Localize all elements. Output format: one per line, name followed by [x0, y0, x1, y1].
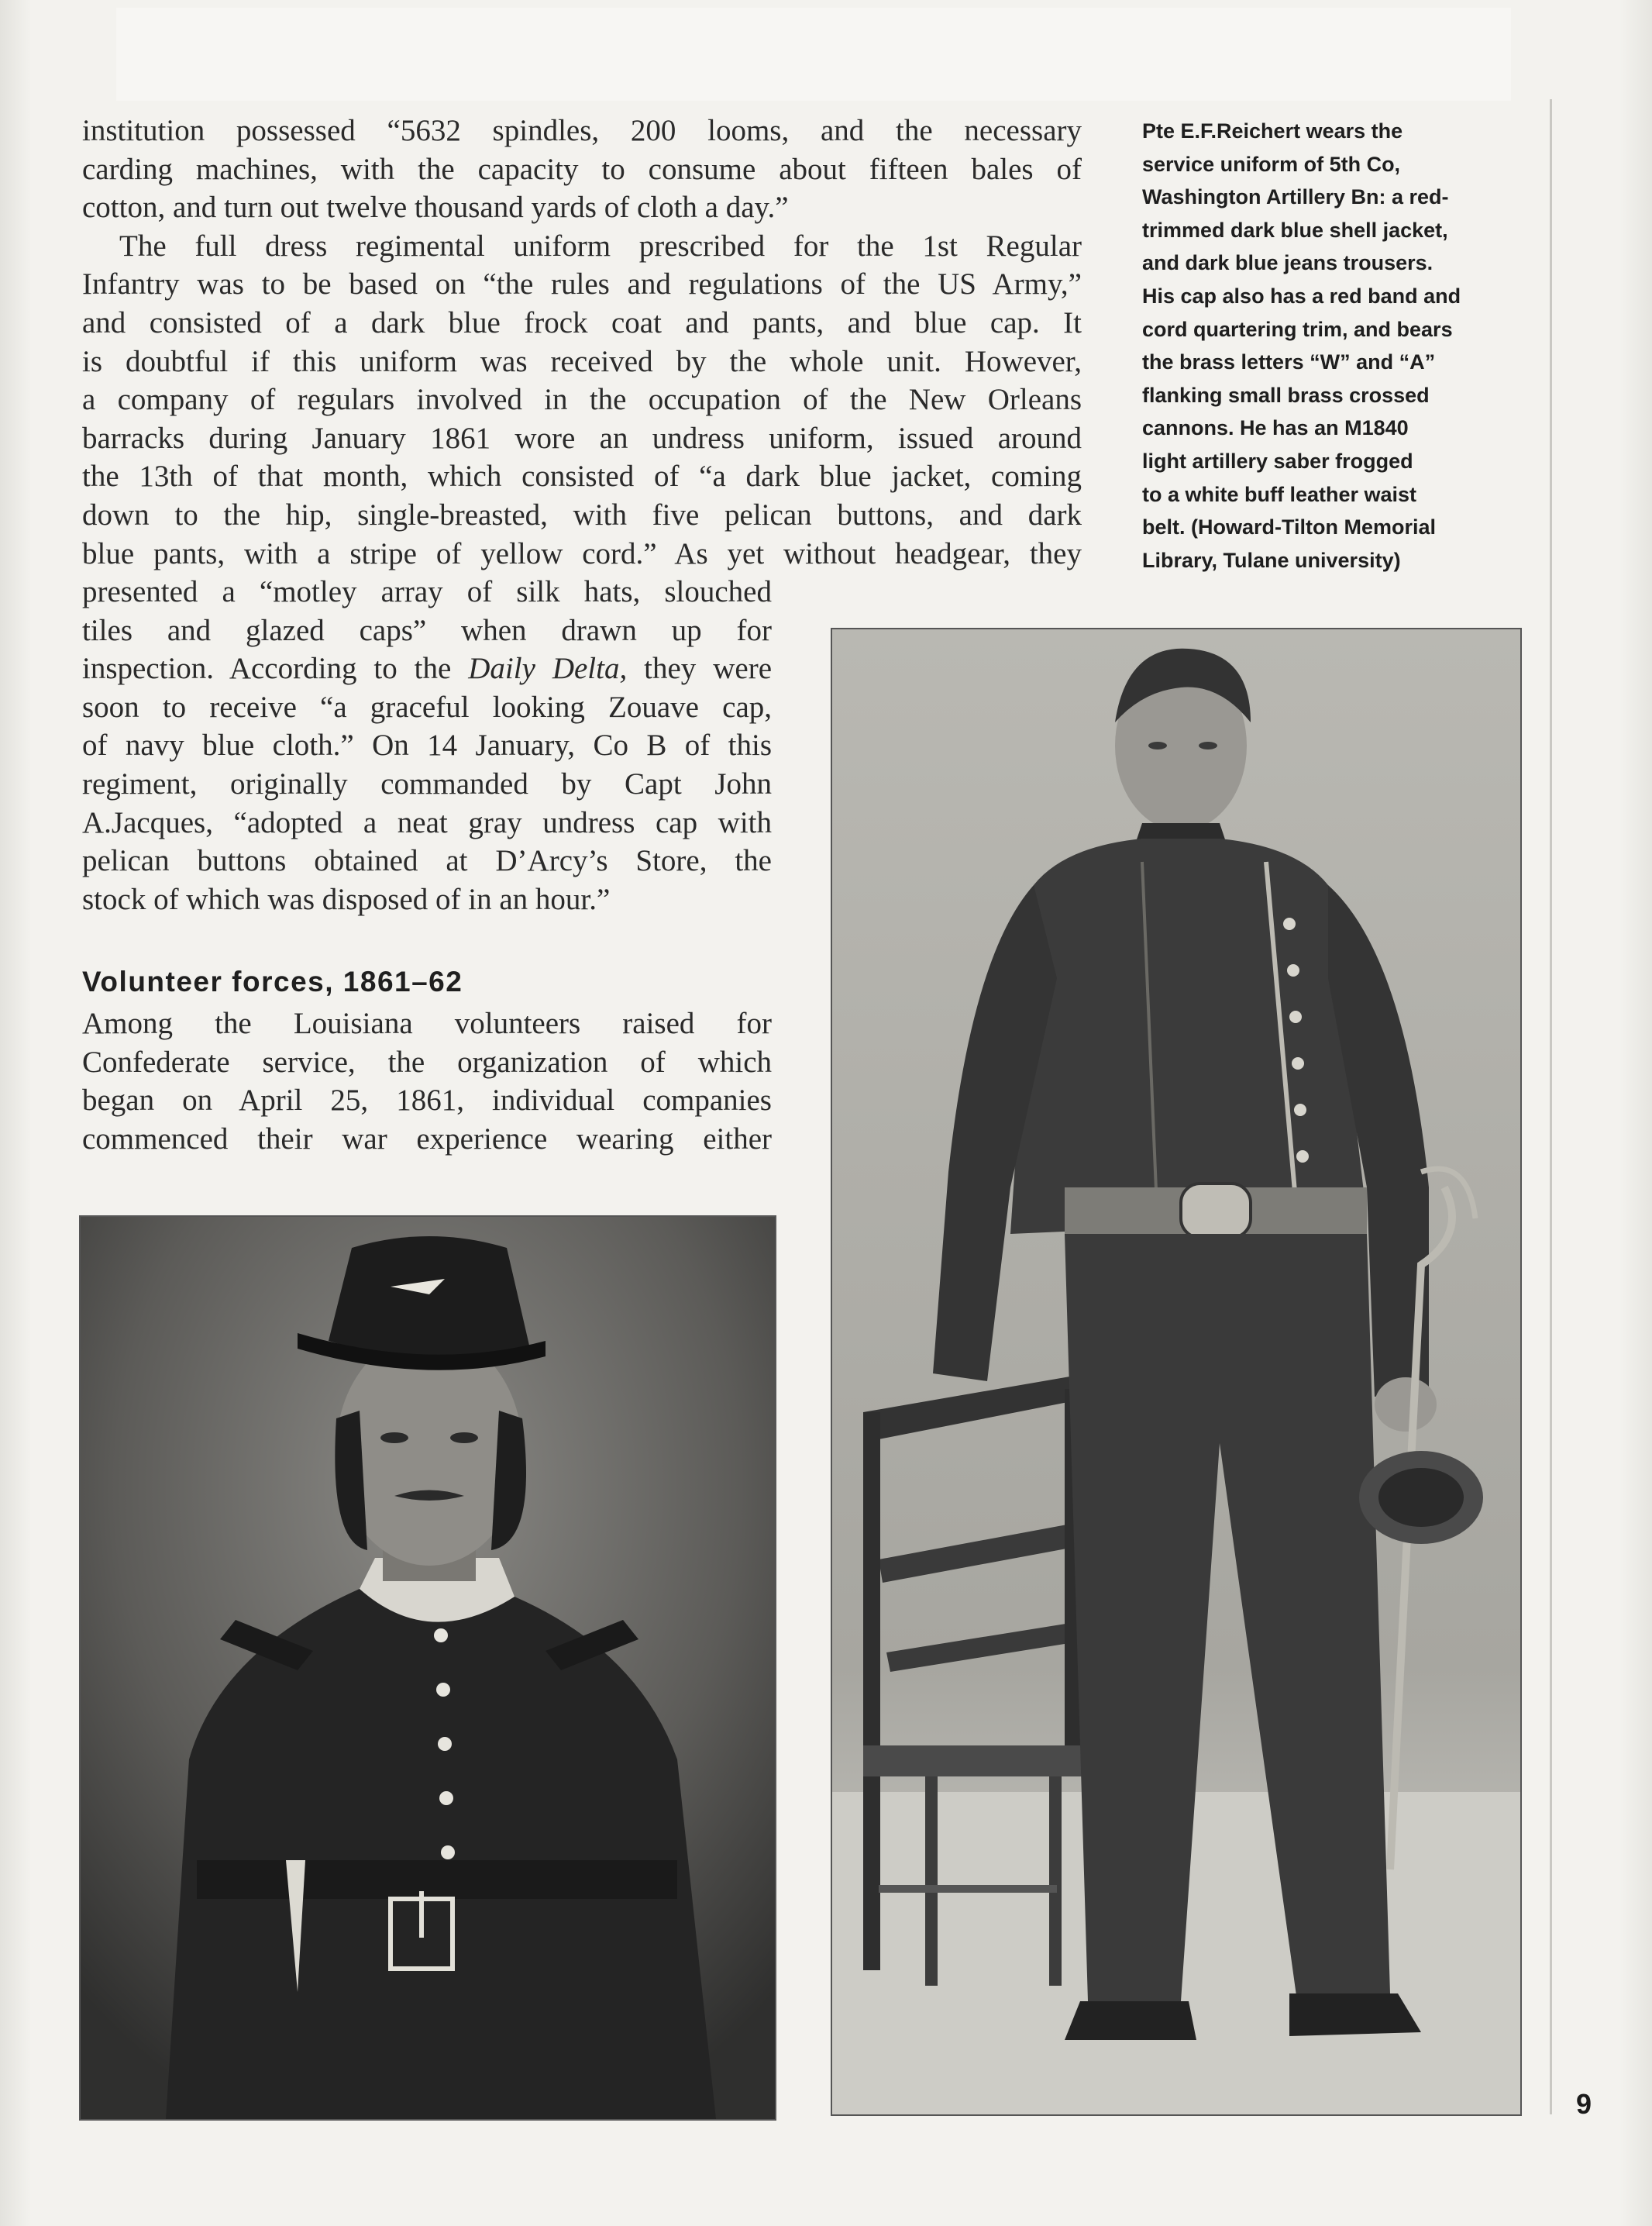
text-line: barracks during January 1861 wore an undress uniform, issued around	[82, 421, 1082, 455]
text-line: institution possessed “5632 spindles, 200 looms, and the necessary	[82, 114, 1082, 147]
text-line: soon to receive “a graceful looking Zouave cap,	[82, 690, 772, 724]
photo-caption	[1142, 115, 1530, 577]
caption-line: cannons. He has an M1840	[1142, 416, 1409, 440]
text-line: blue pants, with a stripe of yellow cord.” As yet without headgear, they	[82, 536, 1082, 570]
caption-line: cord quartering trim, and bears	[1142, 317, 1453, 341]
text-line: down to the hip, single-breasted, with five pelican buttons, and dark	[82, 498, 1082, 532]
standing-soldier-illustration	[832, 629, 1520, 2114]
caption-line: His cap also has a red band and	[1142, 284, 1461, 308]
text-line: cotton, and turn out twelve thousand yards of cloth a day.”	[82, 191, 789, 225]
text-line: and consisted of a dark blue frock coat and pants, and blue cap. It	[82, 305, 1082, 339]
publication-title: Daily Delta,	[468, 652, 628, 686]
caption-line: Pte E.F.Reichert wears the	[1142, 119, 1403, 143]
text-line-with-italic	[82, 650, 772, 688]
text-line: Infantry was to be based on “the rules and regulations of the US Army,”	[82, 267, 1082, 302]
top-margin	[116, 8, 1511, 101]
text-line: The full dress regimental uniform prescribed for the 1st Regular	[119, 229, 1082, 263]
soldier-portrait-illustration	[81, 1217, 775, 2119]
caption-line: Library, Tulane university)	[1142, 548, 1401, 572]
section-heading: Volunteer forces, 1861–62	[82, 966, 463, 998]
text-line: commenced their war experience wearing either	[82, 1122, 772, 1156]
caption-line: light artillery saber frogged	[1142, 449, 1413, 473]
text-line: Among the Louisiana volunteers raised for	[82, 1007, 772, 1040]
page-number: 9	[1576, 2088, 1592, 2120]
text-line: the 13th of that month, which consisted of “a dark blue jacket, coming	[82, 460, 1082, 494]
text-line: pelican buttons obtained at D’Arcy’s Store, the	[82, 844, 772, 878]
text-fragment: they were	[627, 652, 773, 686]
caption-line: service uniform of 5th Co,	[1142, 152, 1401, 176]
caption-line: belt. (Howard-Tilton Memorial	[1142, 515, 1437, 539]
text-line: tiles and glazed caps” when drawn up for	[82, 613, 772, 647]
standing-soldier-photo	[831, 628, 1522, 2116]
caption-line: to a white buff leather waist	[1142, 482, 1417, 506]
text-line: presented a “motley array of silk hats, slouched	[82, 575, 772, 608]
text-fragment: inspection. According to the	[82, 652, 469, 686]
caption-line: flanking small brass crossed	[1142, 383, 1430, 407]
soldier-portrait-photo	[79, 1215, 776, 2121]
text-line: is doubtful if this uniform was received by the whole unit. However,	[82, 344, 1082, 378]
text-line: a company of regulars involved in the occupation of the New Orleans	[82, 383, 1082, 417]
text-line: stock of which was disposed of in an hour.”	[82, 882, 611, 916]
caption-line: Washington Artillery Bn: a red-	[1142, 185, 1449, 209]
text-line: Confederate service, the organization of which	[82, 1045, 772, 1079]
caption-line: and dark blue jeans trousers.	[1142, 251, 1433, 275]
text-line: of navy blue cloth.” On 14 January, Co B of this	[82, 729, 772, 763]
text-line: carding machines, with the capacity to consume about fifteen bales of	[82, 152, 1082, 186]
article-section-paragraph	[82, 1004, 772, 1158]
caption-line: the brass letters “W” and “A”	[1142, 350, 1436, 374]
text-line: regiment, originally commanded by Capt John	[82, 767, 772, 801]
article-narrow-paragraph	[82, 573, 772, 918]
caption-line: trimmed dark blue shell jacket,	[1142, 218, 1448, 242]
text-line: began on April 25, 1861, individual companies	[82, 1084, 772, 1118]
margin-rule	[1550, 99, 1552, 2114]
text-line: A.Jacques, “adopted a neat gray undress cap with	[82, 805, 772, 839]
article-top-paragraphs	[82, 112, 1082, 573]
